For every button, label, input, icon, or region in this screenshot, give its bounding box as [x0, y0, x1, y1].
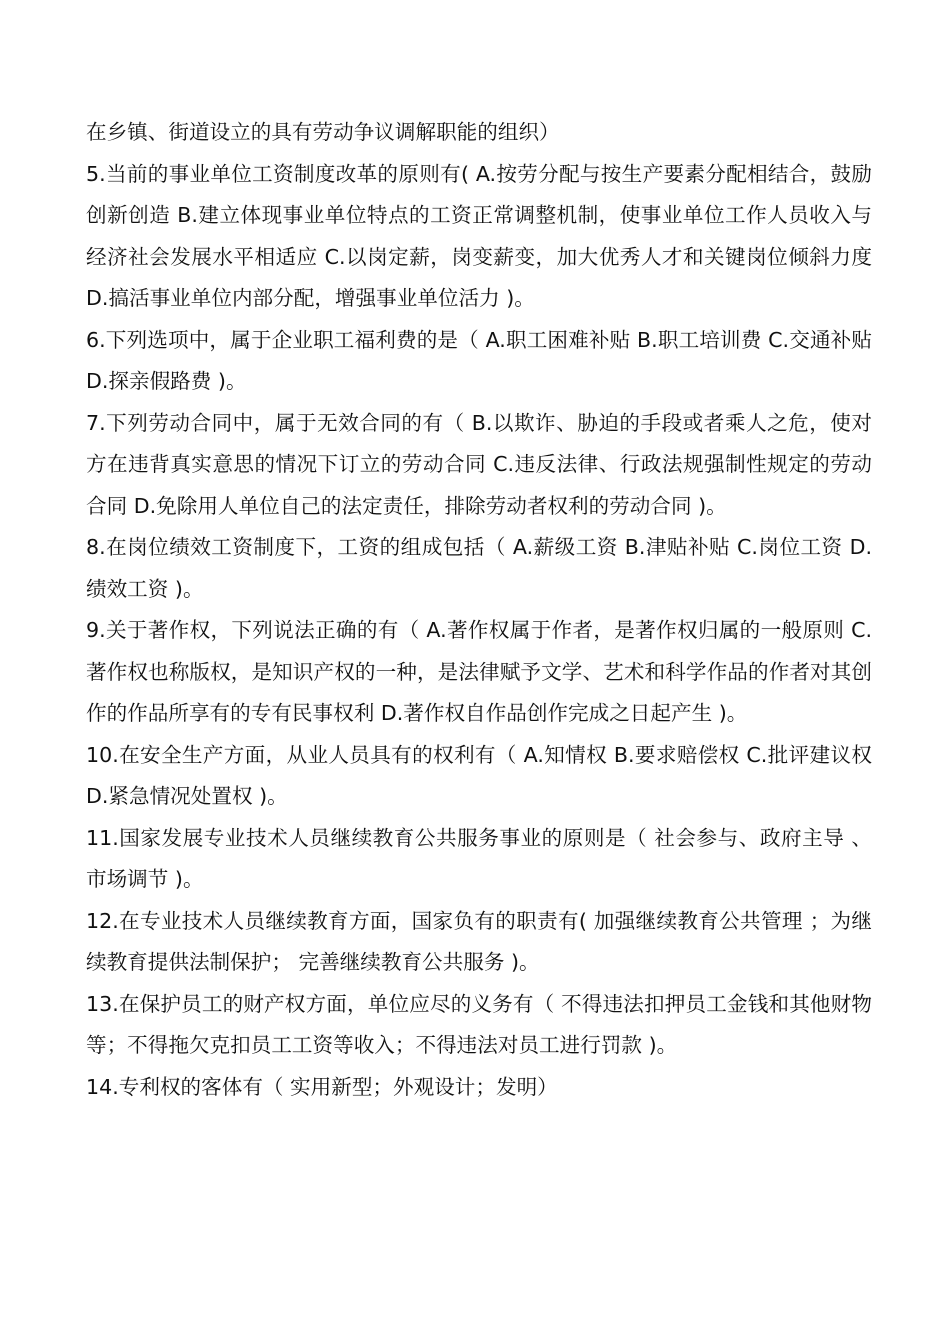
question-9: 9.关于著作权，下列说法正确的有（ A.著作权属于作者，是著作权归属的一般原则 C.著作权也称版权，是知识产权的一种，是法律赋予文学、艺术和科学作品的作者对其创作的作品所享有的专有民事权利 D.著作权自作品创作完成之日起产生 )。 — [86, 618, 872, 725]
question-10: 10.在安全生产方面，从业人员具有的权利有（ A.知情权 B.要求赔偿权 C.批评建议权 D.紧急情况处置权 )。 — [86, 742, 872, 808]
question-5: 5.当前的事业单位工资制度改革的原则有( A.按劳分配与按生产要素分配相结合，鼓励创新创造 B.建立体现事业单位特点的工资正常调整机制，使事业单位工作人员收入与经济社会发展水平相适应 C.以岗定薪，岗变薪变，加大优秀人才和关键岗位倾斜力度 D.搞活事业单位内部分配，增强事业单位活力 )。 — [86, 161, 872, 310]
question-11: 11.国家发展专业技术人员继续教育公共服务事业的原则是（ 社会参与、政府主导 、市场调节 )。 — [86, 825, 872, 891]
question-7: 7.下列劳动合同中，属于无效合同的有（ B.以欺诈、胁迫的手段或者乘人之危，使对方在违背真实意思的情况下订立的劳动合同 C.违反法律、行政法规强制性规定的劳动合同 D.免除用人单位自己的法定责任，排除劳动者权利的劳动合同 )。 — [86, 410, 872, 518]
question-8: 8.在岗位绩效工资制度下，工资的组成包括（ A.薪级工资 B.津贴补贴 C.岗位工资 D.绩效工资 )。 — [86, 535, 872, 601]
document-body — [86, 112, 872, 1108]
question-6: 6.下列选项中，属于企业职工福利费的是（ A.职工困难补贴 B.职工培训费 C.交通补贴 D.探亲假路费 )。 — [86, 327, 872, 393]
question-13: 13.在保护员工的财产权方面，单位应尽的义务有（ 不得违法扣押员工金钱和其他财物等；不得拖欠克扣员工工资等收入；不得违法对员工进行罚款 )。 — [86, 991, 872, 1057]
paragraph-continuation: 在乡镇、街道设立的具有劳动争议调解职能的组织） — [86, 120, 560, 144]
question-14: 14.专利权的客体有（ 实用新型；外观设计；发明） — [86, 1074, 558, 1099]
question-12: 12.在专业技术人员继续教育方面，国家负有的职责有( 加强继续教育公共管理 ；为继续教育提供法制保护； 完善继续教育公共服务 )。 — [86, 908, 872, 974]
